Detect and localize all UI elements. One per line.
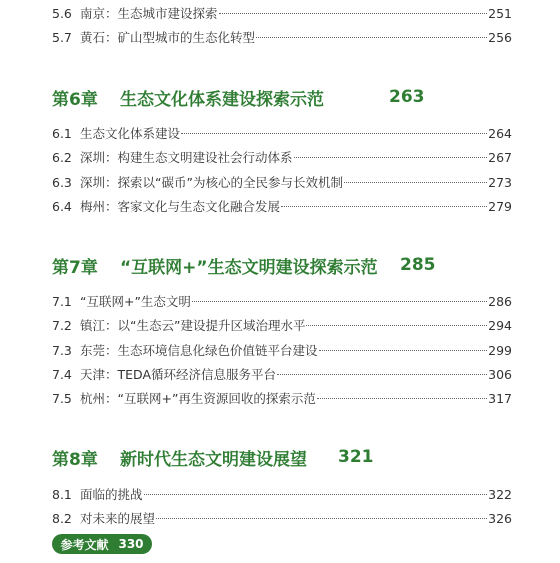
chapter-heading[interactable] [52, 250, 436, 280]
dot-leader [277, 374, 487, 375]
toc-entry[interactable] [52, 28, 512, 48]
toc-entry[interactable] [52, 485, 512, 505]
references-badge[interactable] [52, 534, 152, 554]
page-number: 279 [488, 199, 512, 214]
section-title: 南京：生态城市建设探索 [80, 6, 218, 21]
section-title: 黄石：矿山型城市的生态化转型 [80, 30, 256, 45]
section-number: 6.1 [52, 126, 72, 141]
references-label: 参考文献 [60, 537, 109, 552]
dot-leader [294, 157, 488, 158]
chapter-title: “互联网+”生态文明建设探索示范 [120, 257, 378, 278]
dot-leader [144, 494, 488, 495]
page-number: 286 [488, 294, 512, 309]
section-title: 梅州：客家文化与生态文化融合发展 [80, 199, 281, 214]
section-title: 深圳：构建生态文明建设社会行动体系 [80, 150, 293, 165]
dot-leader [281, 206, 487, 207]
toc-entry[interactable] [52, 148, 512, 168]
section-number: 6.3 [52, 175, 72, 190]
section-number: 7.3 [52, 343, 72, 358]
section-title: 杭州：“互联网+”再生资源回收的探索示范 [80, 391, 316, 406]
section-number: 5.7 [52, 30, 72, 45]
section-number: 6.4 [52, 199, 72, 214]
dot-leader [306, 325, 487, 326]
section-title: 面临的挑战 [80, 487, 143, 502]
page-number: 306 [488, 367, 512, 382]
chapter-page: 263 [389, 87, 425, 107]
section-title: 生态文化体系建设 [80, 126, 181, 141]
dot-leader [256, 37, 487, 38]
page-number: 294 [488, 318, 512, 333]
dot-leader [156, 518, 487, 519]
page-number: 299 [488, 343, 512, 358]
toc-entry[interactable] [52, 292, 512, 312]
page-number: 256 [488, 30, 512, 45]
dot-leader [181, 133, 487, 134]
page-number: 322 [488, 487, 512, 502]
section-title: 对未来的展望 [80, 511, 156, 526]
chapter-heading[interactable] [52, 82, 425, 112]
page-number: 264 [488, 126, 512, 141]
toc-entry[interactable] [52, 316, 512, 336]
chapter-title: 生态文化体系建设探索示范 [120, 89, 324, 110]
toc-entry[interactable] [52, 173, 512, 193]
dot-leader [317, 398, 487, 399]
dot-leader [319, 350, 488, 351]
toc-entry[interactable] [52, 197, 512, 217]
toc-entry[interactable] [52, 509, 512, 529]
chapter-heading[interactable] [52, 442, 374, 472]
section-number: 5.6 [52, 6, 72, 21]
section-number: 8.2 [52, 511, 72, 526]
section-number: 6.2 [52, 150, 72, 165]
section-number: 8.1 [52, 487, 72, 502]
chapter-page: 285 [400, 255, 436, 275]
section-title: 东莞：生态环境信息化绿色价值链平台建设 [80, 343, 318, 358]
chapter-label: 第6章 [52, 89, 98, 110]
dot-leader [344, 182, 487, 183]
page-number: 326 [488, 511, 512, 526]
chapter-page: 321 [338, 447, 374, 467]
chapter-label: 第7章 [52, 257, 98, 278]
section-number: 7.5 [52, 391, 72, 406]
page-number: 273 [488, 175, 512, 190]
section-number: 7.1 [52, 294, 72, 309]
dot-leader [192, 301, 487, 302]
toc-entry[interactable] [52, 389, 512, 409]
section-title: “互联网+”生态文明 [80, 294, 191, 309]
toc-entry[interactable] [52, 4, 512, 24]
toc-entry[interactable] [52, 124, 512, 144]
references-page: 330 [118, 537, 144, 551]
page-number: 251 [488, 6, 512, 21]
section-number: 7.2 [52, 318, 72, 333]
page-number: 267 [488, 150, 512, 165]
section-number: 7.4 [52, 367, 72, 382]
section-title: 镇江：以“生态云”建设提升区域治理水平 [80, 318, 306, 333]
chapter-title: 新时代生态文明建设展望 [120, 449, 307, 470]
toc-entry[interactable] [52, 365, 512, 385]
section-title: 天津：TEDA循环经济信息服务平台 [80, 367, 276, 382]
dot-leader [219, 13, 488, 14]
section-title: 深圳：探索以“碳币”为核心的全民参与长效机制 [80, 175, 343, 190]
page-number: 317 [488, 391, 512, 406]
chapter-label: 第8章 [52, 449, 98, 470]
toc-entry[interactable] [52, 341, 512, 361]
